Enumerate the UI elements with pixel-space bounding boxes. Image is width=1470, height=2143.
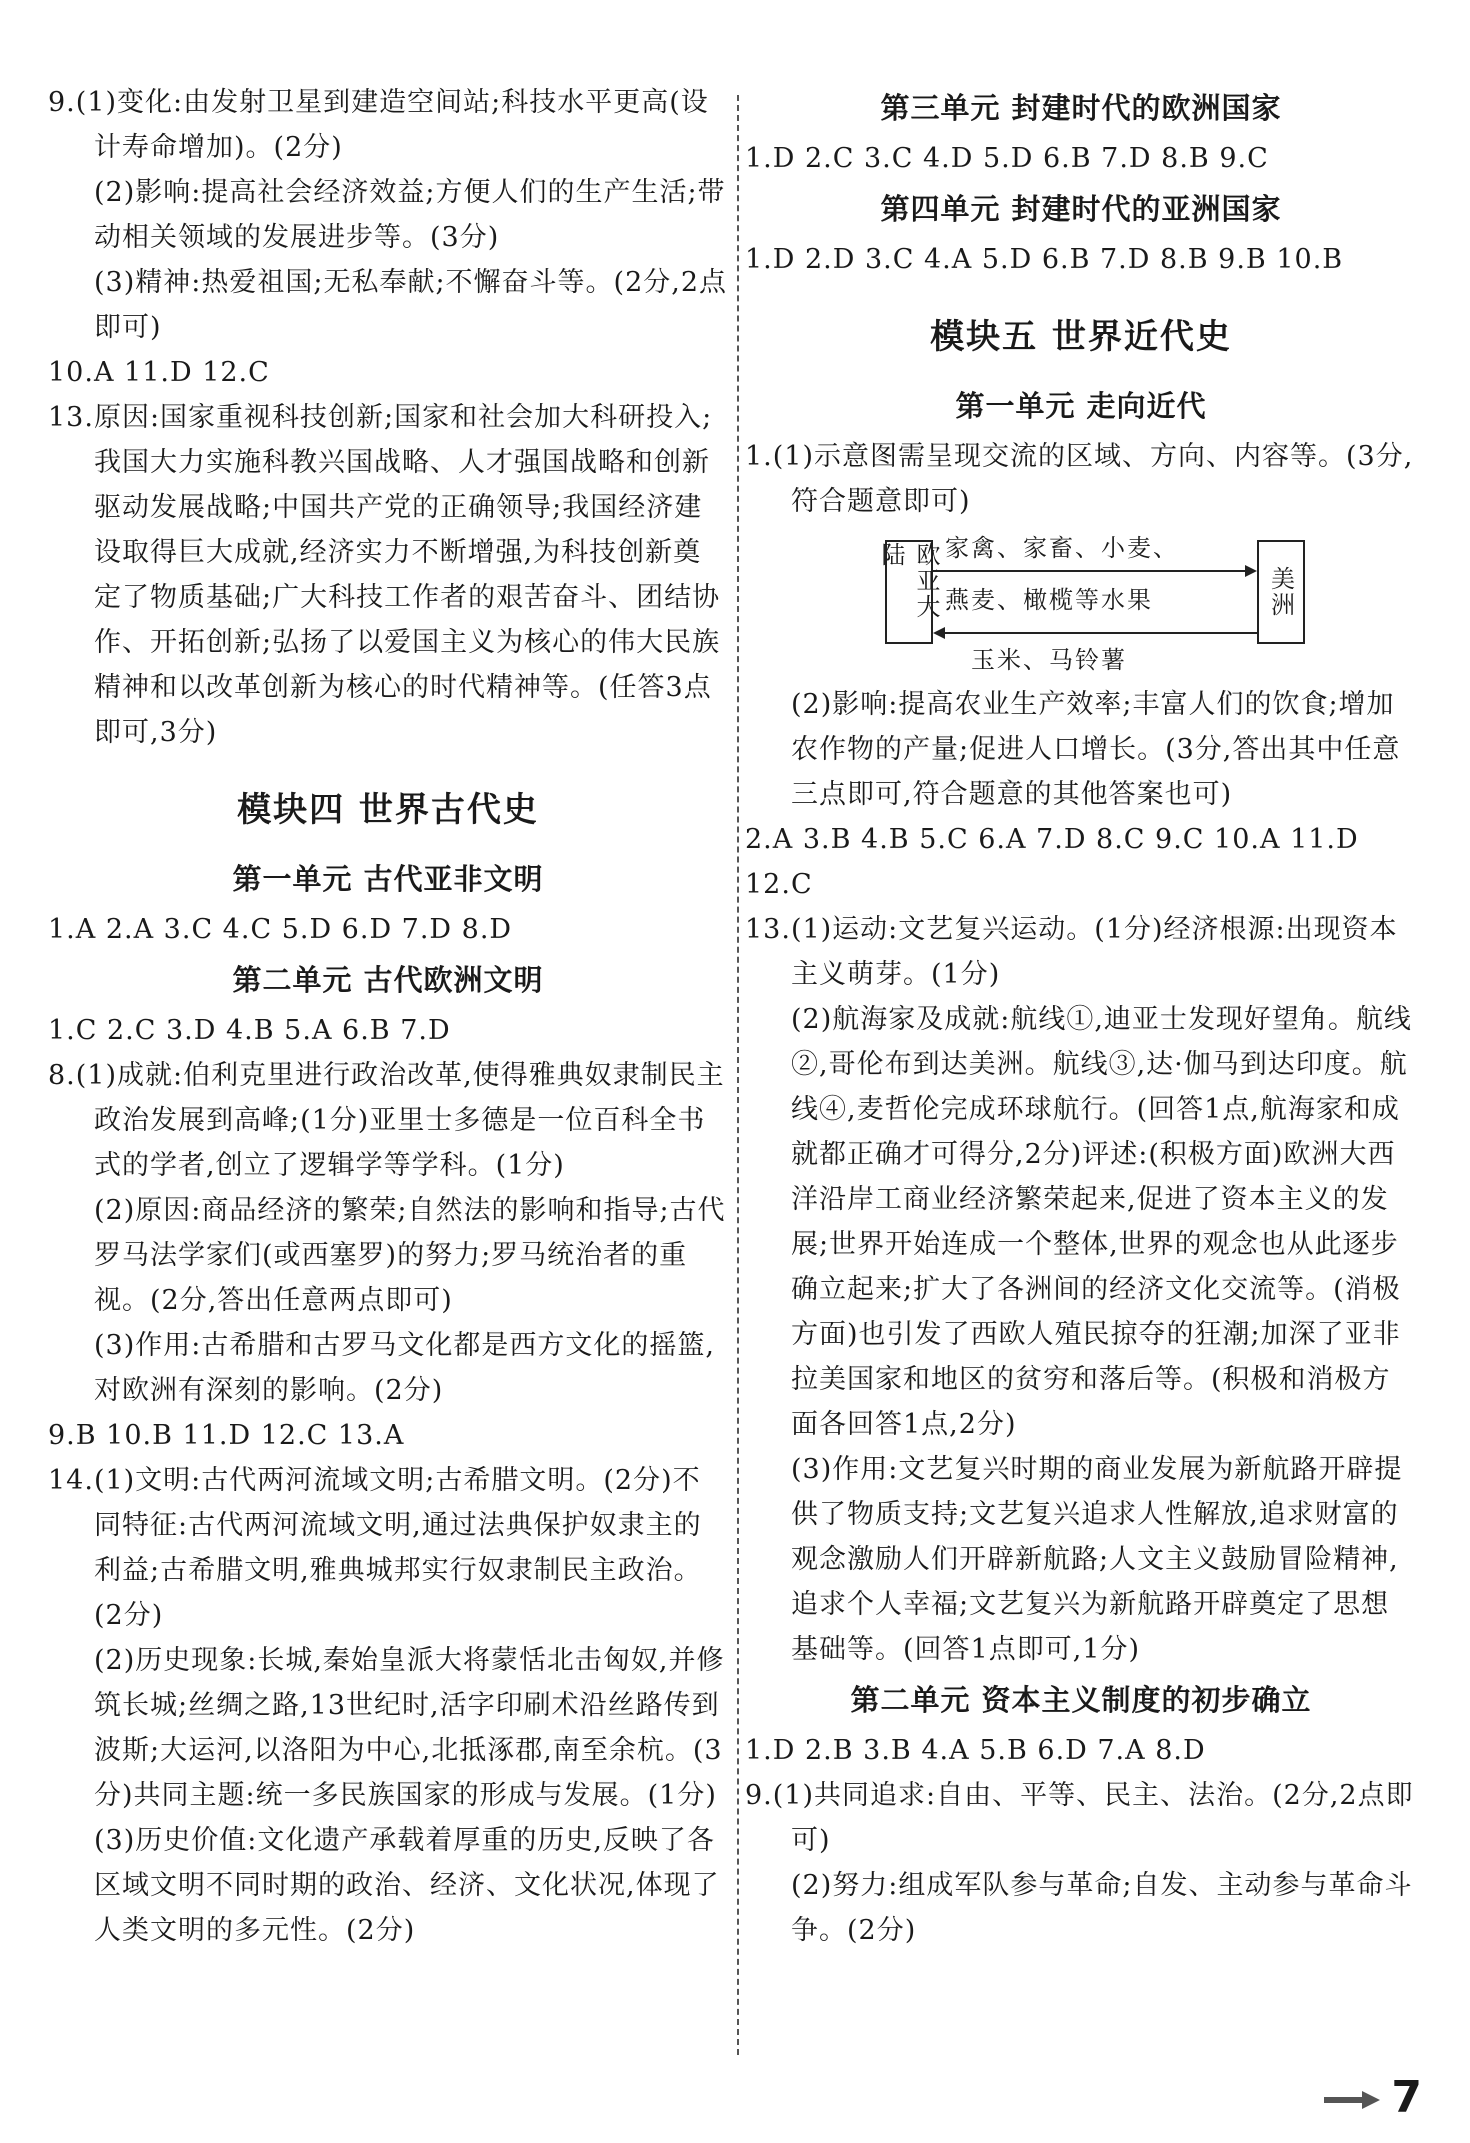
q9-right-part1: 9.(1)共同追求:自由、平等、民主、法治。(2分,2点即可) [745, 1780, 1414, 1856]
q13-answer: 13.原因:国家重视科技创新;国家和社会加大科研投入;我国大力实施科教兴国战略、人才强国战略和创新驱动发展战略;中国共产党的正确领导;我国经济建设取得巨大成就,经济实力不断增强,为科技创新奠定了物质基础;广大科技工作者的艰苦奋斗、团结协作、开拓创新;弘扬了以爱国主义为核心的伟大民族精神和以改革创新为核心的时代精神等。(任答3点即可,3分) [48, 402, 721, 748]
unit1-answers: 1.A 2.A 3.C 4.C 5.D 6.D 7.D 8.D [48, 914, 513, 945]
q14-part2: (2)历史现象:长城,秦始皇派大将蒙恬北击匈奴,并修筑长城;丝绸之路,13世纪时,活字印刷术沿丝路传到波斯;大运河,以洛阳为中心,北抵涿郡,南至余杭。(3分)共同主题:统一多民族国家的形成与发展。(1分) [94, 1645, 725, 1811]
q9-part2: (2)影响:提高社会经济效益;方便人们的生产生活;带动相关领域的发展进步等。(3分) [94, 177, 726, 253]
unit2-title: 第二单元 古代欧洲文明 [232, 963, 544, 997]
americas-box: 美洲 [1257, 540, 1305, 644]
unit3-answers: 1.D 2.C 3.C 4.D 5.D 6.B 7.D 8.B 9.C [745, 143, 1269, 174]
q9-part1: 9.(1)变化:由发射卫星到建造空间站;科技水平更高(设计寿命增加)。(2分) [48, 87, 709, 163]
column-divider [737, 95, 739, 2055]
q14-part1: 14.(1)文明:古代两河流域文明;古希腊文明。(2分)不同特征:古代两河流域文明,通过法典保护奴隶主的利益;古希腊文明,雅典城邦实行奴隶制民主政治。(2分) [48, 1465, 702, 1631]
q14-part3: (3)历史价值:文化遗产承载着厚重的历史,反映了各区域文明不同时期的政治、经济、文化状况,体现了人类文明的多元性。(2分) [94, 1825, 720, 1946]
next-page-arrow-icon [1324, 2091, 1380, 2109]
answers-q10-12: 10.A 11.D 12.C [48, 357, 270, 388]
q13-part3: (3)作用:文艺复兴时期的商业发展为新航路开辟提供了物质支持;文艺复兴追求人性解放,追求财富的观念激励人们开辟新航路;人文主义鼓励冒险精神,追求个人幸福;文艺复兴为新航路开辟奠定了思想基础等。(回答1点即可,1分) [791, 1454, 1403, 1665]
module5-title: 模块五 世界近代史 [930, 317, 1232, 357]
q8-part2: (2)原因:商品经济的繁荣;自然法的影响和指导;古代罗马法学家们(或西塞罗)的努力;罗马统治者的重视。(2分,答出任意两点即可) [94, 1195, 726, 1316]
eurasia-box: 欧亚大陆 [885, 540, 933, 644]
to-eurasia-label: 玉米、马铃薯 [971, 646, 1127, 674]
to-americas-label-2: 燕麦、橄榄等水果 [945, 586, 1153, 614]
unit4-title: 第四单元 封建时代的亚洲国家 [880, 192, 1282, 226]
q9-right-part2: (2)努力:组成军队参与革命;自发、主动参与革命斗争。(2分) [791, 1870, 1413, 1946]
exchange-diagram [877, 526, 1305, 676]
m5-unit2-title: 第二单元 资本主义制度的初步确立 [850, 1683, 1312, 1717]
arrow-to-eurasia [945, 632, 1257, 634]
to-americas-label-1: 家禽、家畜、小麦、 [945, 534, 1179, 562]
module4-title: 模块四 世界古代史 [237, 790, 539, 830]
q13-part1: 13.(1)运动:文艺复兴运动。(1分)经济根源:出现资本主义萌芽。(1分) [745, 914, 1398, 990]
m5-unit2-answers: 1.D 2.B 3.B 4.A 5.B 6.D 7.A 8.D [745, 1735, 1206, 1766]
q8-part1: 8.(1)成就:伯利克里进行政治改革,使得雅典奴隶制民主政治发展到高峰;(1分)亚里士多德是一位百科全书式的学者,创立了逻辑学等学科。(1分) [48, 1060, 725, 1181]
q9-part3: (3)精神:热爱祖国;无私奉献;不懈奋斗等。(2分,2点即可) [94, 267, 728, 343]
q13-part2: (2)航海家及成就:航线①,迪亚士发现好望角。航线②,哥伦布到达美洲。航线③,达·伽马到达印度。航线④,麦哲伦完成环球航行。(回答1点,航海家和成就都正确才可得分,2分)评述:(积极方面)欧洲大西洋沿岸工商业经济繁荣起来,促进了资本主义的发展;世界开始连成一个整体,世界的观念也从此逐步确立起来;扩大了各洲间的经济文化交流等。(消极方面)也引发了西欧人殖民掠夺的狂潮;加深了亚非拉美国家和地区的贫穷和落后等。(积极和消极方面各回答1点,2分) [791, 1004, 1412, 1440]
page-number: 7 [1391, 2072, 1422, 2123]
q8-part3: (3)作用:古希腊和古罗马文化都是西方文化的摇篮,对欧洲有深刻的影响。(2分) [94, 1330, 715, 1406]
answers-q2-12: 2.A 3.B 4.B 5.C 6.A 7.D 8.C 9.C 10.A 11.D 12.C [745, 824, 1359, 900]
q1-part1: 1.(1)示意图需呈现交流的区域、方向、内容等。(3分,符合题意即可) [745, 441, 1414, 517]
arrow-head-left-icon [933, 627, 945, 639]
right-column [745, 80, 1417, 1953]
unit3-title: 第三单元 封建时代的欧洲国家 [880, 91, 1282, 125]
m5-unit1-title: 第一单元 走向近代 [955, 389, 1207, 423]
unit2-answers: 1.C 2.C 3.D 4.B 5.A 6.B 7.D [48, 1015, 451, 1046]
arrow-to-americas [933, 570, 1245, 572]
left-column [48, 80, 728, 1953]
arrow-head-right-icon [1245, 565, 1257, 577]
unit4-answers: 1.D 2.D 3.C 4.A 5.D 6.B 7.D 8.B 9.B 10.B [745, 244, 1344, 275]
unit1-title: 第一单元 古代亚非文明 [232, 862, 544, 896]
q1-part2: (2)影响:提高农业生产效率;丰富人们的饮食;增加农作物的产量;促进人口增长。(3分,答出其中任意三点即可,符合题意的其他答案也可) [791, 689, 1401, 810]
answers-q9-13: 9.B 10.B 11.D 12.C 13.A [48, 1420, 405, 1451]
